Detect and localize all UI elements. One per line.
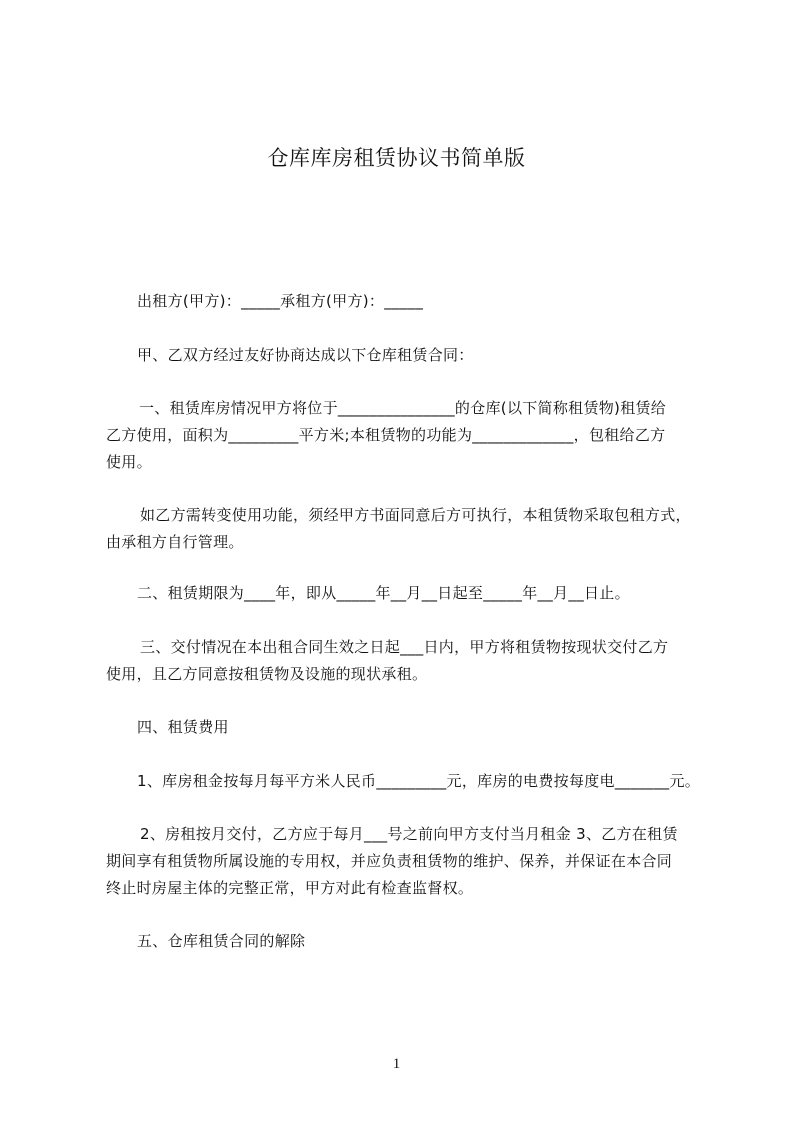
function-change-line-2: 由承租方自行管理。 <box>106 533 244 551</box>
function-change-line-1: 如乙方需转变使用功能，须经甲方书面同意后方可执行，本租赁物采取包租方式， <box>140 506 691 524</box>
clause-4-heading: 四、租赁费用 <box>137 718 229 736</box>
clause-1-line-2: 乙方使用，面积为_________平方米;本租赁物的功能为_____________，包租给乙方 <box>106 426 666 444</box>
clause-1-line-1: 一、租赁库房情况甲方将位于_______________的仓库(以下简称租赁物)租赁给 <box>139 399 667 417</box>
parties-line: 出租方(甲方)：_____承租方(甲方)：_____ <box>137 292 424 310</box>
rent-item-2-line-3: 终止时房屋主体的完整正常，甲方对此有检查监督权。 <box>106 879 474 897</box>
rent-item-1: 1、库房租金按每月每平方米人民币_________元，库房的电费按每度电_______元。 <box>137 772 701 790</box>
agreement-intro: 甲、乙双方经过友好协商达成以下仓库租赁合同： <box>137 346 474 364</box>
clause-3-line-1: 三、交付情况在本出租合同生效之日起___日内，甲方将租赁物按现状交付乙方 <box>140 638 669 656</box>
clause-2-term: 二、租赁期限为____年，即从_____年__月__日起至_____年__月__日止。 <box>137 584 630 602</box>
clause-5-heading: 五、仓库租赁合同的解除 <box>137 932 306 950</box>
rent-item-2-line-2: 期间享有租赁物所属设施的专用权，并应负责租赁物的维护、保养，并保证在本合同 <box>106 852 673 870</box>
page-number: 1 <box>392 1056 401 1072</box>
clause-1-line-3: 使用。 <box>106 453 152 471</box>
clause-3-line-2: 使用，且乙方同意按租赁物及设施的现状承租。 <box>106 665 428 683</box>
rent-item-2-line-1: 2、房租按月交付，乙方应于每月___号之前向甲方支付当月租金 3、乙方在租赁 <box>140 825 678 843</box>
document-title: 仓库库房租赁协议书简单版 <box>267 146 526 170</box>
